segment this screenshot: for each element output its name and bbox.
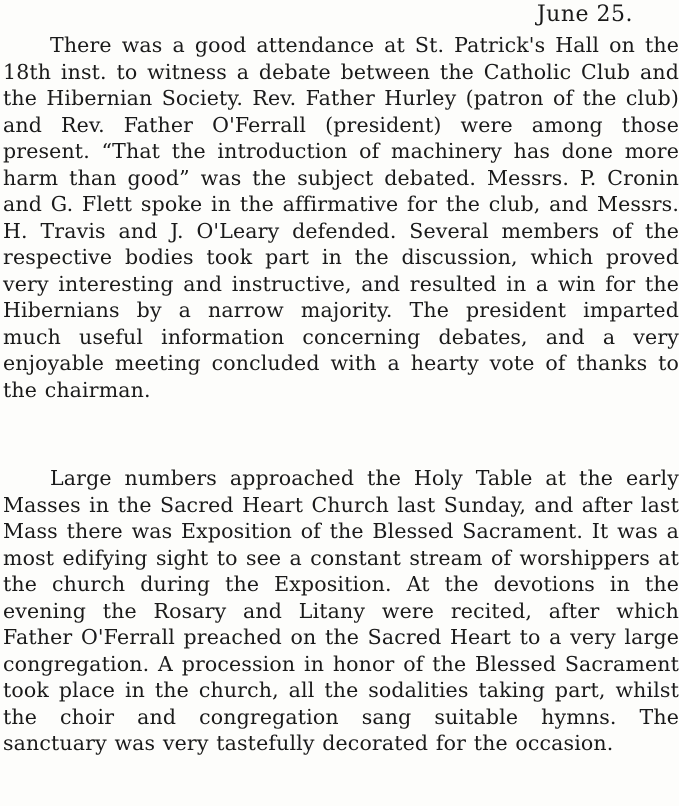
dateline: June 25.: [536, 2, 633, 27]
paragraph-exposition: Large numbers approached the Holy Table at the early Masses in the Sacred Heart Church last Sunday, and after last Mass there was Exposition of the Blessed Sacrament. It was a most edifying sight to see a constant stream of worshippers at the church during the Exposition. At the devotions in the evening the Rosary and Litany were recited, after which Father O'Ferrall preached on the Sacred Heart to a very large congregation. A procession in honor of the Blessed Sacrament took place in the church, all the sodalities taking part, whilst the choir and congregation sang suitable hymns. The sanctuary was very tastefully decorated for the occasion.: [3, 466, 679, 755]
paragraph-debate: There was a good attendance at St. Patrick's Hall on the 18th inst. to witness a debate between the Catholic Club and the Hibernian Society. Rev. Father Hurley (patron of the club) and Rev. Father O'Ferrall (president) were among those present. “That the introduction of machinery has done more harm than good” was the subject debated. Messrs. P. Cronin and G. Flett spoke in the affirmative for the club, and Messrs. H. Travis and J. O'Leary defended. Several members of the respective bodies took part in the discussion, which proved very interesting and instructive, and resulted in a win for the Hibernians by a narrow majority. The president imparted much useful information concerning debates, and a very enjoyable meeting concluded with a hearty vote of thanks to the chairman.: [3, 33, 679, 402]
